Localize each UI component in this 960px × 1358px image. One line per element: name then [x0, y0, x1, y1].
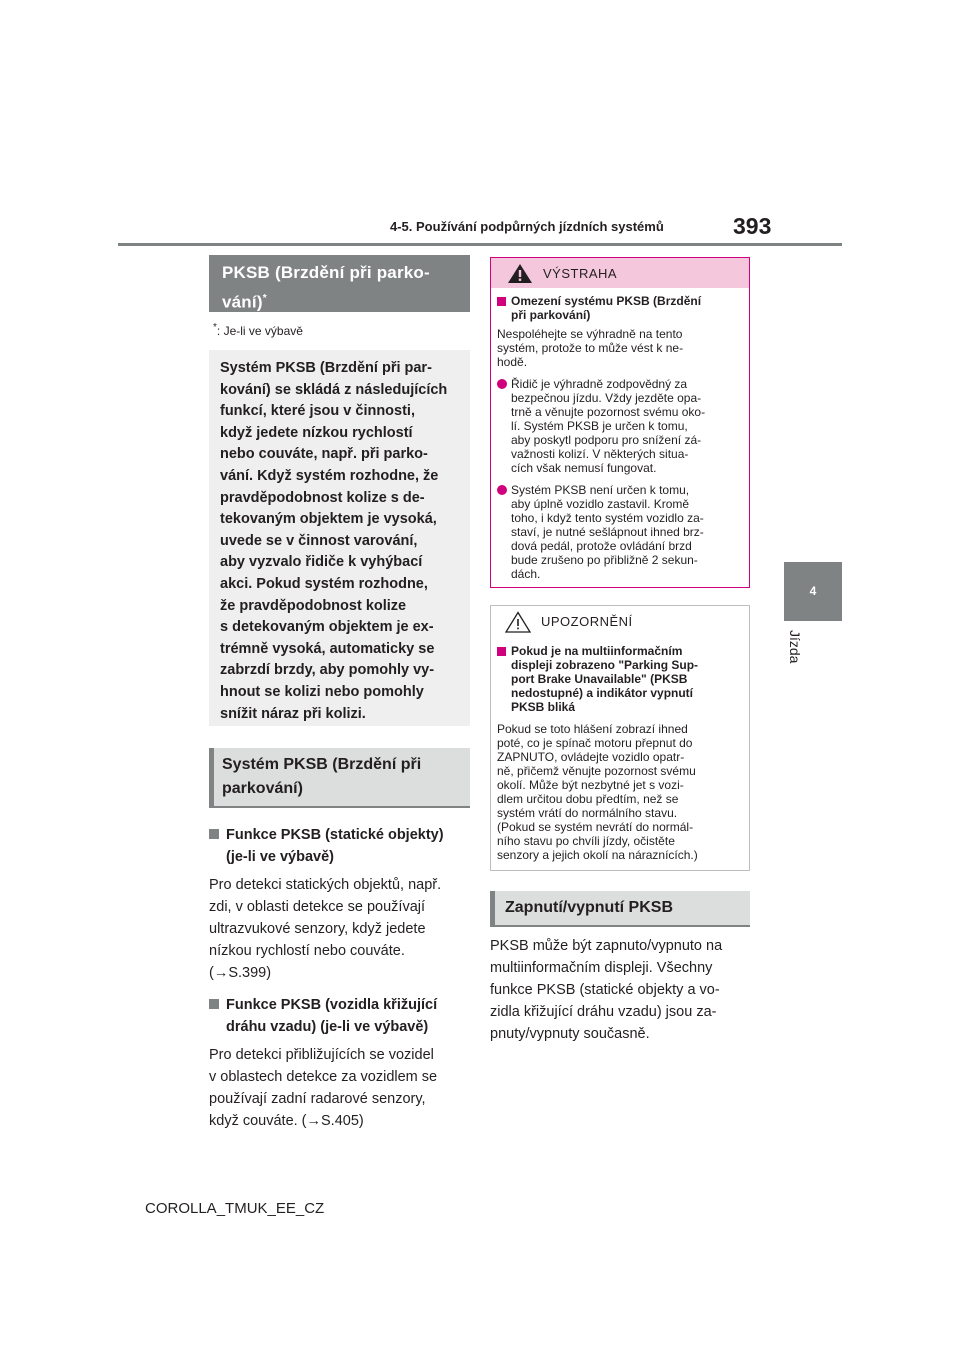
- item-title-line: (je-li ve výbavě): [226, 849, 334, 865]
- body-line: Pro detekci přibližujících se vozidel: [209, 1047, 434, 1063]
- para-line: ně, přičemž věnujte pozornost svému: [497, 764, 696, 778]
- static-objects-description: [209, 874, 470, 984]
- body-line: ultrazvukové senzory, když jedete: [209, 921, 426, 937]
- square-bullet-icon: [209, 999, 219, 1009]
- page-reference-link[interactable]: (→S.399): [209, 965, 272, 981]
- warning-bullet-not-full-stop: [491, 483, 749, 581]
- para-line: systém vrátí do normálního stavu.: [497, 806, 678, 820]
- warning-triangle-icon: [507, 263, 533, 284]
- bullet-line: toho, i když tento systém vozidlo za-: [511, 511, 704, 525]
- summary-line: funkcí, které jsou v činnosti,: [220, 403, 415, 420]
- round-bullet-icon: [497, 485, 507, 495]
- body-line: když couváte. (→S.405): [209, 1113, 364, 1129]
- subheading-line: port Brake Unavailable" (PKSB: [511, 672, 688, 686]
- bullet-line: cích však nemusí fungovat.: [511, 461, 657, 475]
- warning-header: [491, 258, 749, 288]
- chapter-tab: 4: [784, 562, 842, 621]
- pksb-heading-line2: vání): [222, 292, 263, 312]
- body-line: v oblastech detekce za vozidlem se: [209, 1069, 438, 1085]
- bullet-line: bezpečnou jízdu. Vždy jezděte opa-: [511, 391, 702, 405]
- warning-paragraph: [491, 327, 749, 369]
- item-title-line: dráhu vzadu) (je-li ve výbavě): [226, 1019, 429, 1035]
- body-line: používají zadní radarové senzory,: [209, 1091, 426, 1107]
- bullet-line: staví, je nutné sešlápnout ihned brz-: [511, 525, 704, 539]
- caution-label: UPOZORNĚNÍ: [541, 614, 633, 629]
- summary-line: uvede se v činnost varování,: [220, 532, 418, 549]
- subheading-line: nedostupné) a indikátor vypnutí: [511, 686, 694, 700]
- bullet-line: dách.: [511, 567, 541, 581]
- summary-line: zabrzdí brzdy, aby pomohly vy-: [220, 662, 435, 679]
- bullet-line: važnosti kolizí. V některých situa-: [511, 447, 689, 461]
- subheading-line: Pokud je na multiinformačním: [511, 644, 683, 658]
- para-line: okolí. Může být nezbytné jet s vozi-: [497, 778, 684, 792]
- summary-line: trémně vysoká, automaticky se: [220, 640, 435, 657]
- rear-cross-traffic-function-title: [209, 994, 470, 1038]
- subheading-line: PKSB bliká: [511, 700, 576, 714]
- summary-line: tekovaným objektem je vysoká,: [220, 511, 437, 528]
- summary-line: pravděpodobnost kolize s de-: [220, 489, 425, 506]
- caution-header: [491, 606, 749, 644]
- section-header-title: 4-5. Používání podpůrných jízdních systémů: [390, 219, 664, 234]
- header-divider: [118, 243, 842, 246]
- body-line: zdi, v oblasti detekce se používají: [209, 899, 426, 915]
- body-line: PKSB může být zapnuto/vypnuto na: [490, 938, 723, 954]
- summary-line: aby vyzvalo řidiče k vyhýbací: [220, 554, 423, 571]
- toggle-description: [490, 935, 750, 1045]
- body-line: zidla křižující dráhu vzadu) jsou za-: [490, 1004, 717, 1020]
- caution-paragraph: [491, 722, 749, 862]
- warning-box: [490, 257, 750, 588]
- item-title-line: Funkce PKSB (vozidla křižující: [226, 997, 438, 1013]
- square-bullet-icon: [209, 829, 219, 839]
- left-column: [209, 255, 470, 1132]
- para-line: (Pokud se systém nevrátí do normál-: [497, 820, 694, 834]
- para-line: senzory a jejich okolí na náraznících.): [497, 848, 698, 862]
- static-objects-function-title: [209, 824, 470, 868]
- body-line: Pro detekci statických objektů, např.: [209, 877, 442, 893]
- bullet-line: bude zrušeno po přibližně 2 sekun-: [511, 553, 698, 567]
- para-line: poté, co je spínač motoru přepnut do: [497, 736, 693, 750]
- warning-label: VÝSTRAHA: [543, 266, 618, 281]
- bullet-line: aby poskytl podporu pro snížení zá-: [511, 433, 702, 447]
- footnote-mark: *: [213, 322, 217, 333]
- summary-line: nebo couváte, např. při parko-: [220, 446, 428, 463]
- bullet-line: Řidič je výhradně zodpovědný za: [511, 377, 688, 391]
- para-line: Nespoléhejte se výhradně na tento: [497, 327, 683, 341]
- summary-line: Systém PKSB (Brzdění při par-: [220, 360, 432, 376]
- caution-box: [490, 605, 750, 871]
- bullet-line: Systém PKSB není určen k tomu,: [511, 483, 690, 497]
- body-line: multiinformačním displeji. Všechny: [490, 960, 713, 976]
- summary-line: když jedete nízkou rychlostí: [220, 424, 413, 441]
- chapter-label: Jízda: [787, 630, 803, 664]
- toggle-section-heading: Zapnutí/vypnutí PKSB: [490, 891, 750, 927]
- warning-bullet-driver-responsibility: [491, 377, 749, 475]
- body-line: funkce PKSB (statické objekty a vo-: [490, 982, 720, 998]
- body-line: pnuty/vypnuty současně.: [490, 1026, 650, 1042]
- caution-subheading: [491, 644, 749, 714]
- rear-cross-traffic-description: [209, 1044, 470, 1132]
- para-line: ZAPNUTO, ovládejte vozidlo opatr-: [497, 750, 685, 764]
- square-bullet-icon: [497, 647, 506, 656]
- summary-line: hnout se kolizi nebo pomohly: [220, 683, 424, 700]
- square-bullet-icon: [497, 297, 506, 306]
- summary-box: [209, 350, 470, 726]
- summary-line: vání. Když systém rozhodne, že: [220, 467, 439, 484]
- bullet-line: trně a věnujte pozornost svému oko-: [511, 405, 706, 419]
- subheading-line: displeji zobrazeno "Parking Sup-: [511, 658, 699, 672]
- pksb-heading-mark: *: [262, 293, 267, 304]
- summary-line: snížit náraz při kolizi.: [220, 705, 366, 722]
- summary-line: že pravděpodobnost kolize: [220, 597, 407, 614]
- round-bullet-icon: [497, 379, 507, 389]
- caution-triangle-icon: [505, 611, 531, 633]
- bullet-line: aby úplně vozidlo zastavil. Kromě: [511, 497, 690, 511]
- summary-line: kování) se skládá z následujících: [220, 381, 448, 398]
- page-number: 393: [733, 213, 772, 239]
- summary-line: s detekovaným objektem je ex-: [220, 619, 434, 636]
- para-line: dlem určitou dobu předtím, než se: [497, 792, 679, 806]
- body-line: nízkou rychlostí nebo couváte.: [209, 943, 405, 959]
- bullet-line: dová pedál, protože ovládání brzd: [511, 539, 692, 553]
- bullet-line: lí. Systém PKSB je určen k tomu,: [511, 419, 688, 433]
- subheading-line: Omezení systému PKSB (Brzdění: [511, 294, 702, 308]
- warning-subheading: [491, 294, 749, 322]
- footer-document-code: COROLLA_TMUK_EE_CZ: [145, 1200, 325, 1217]
- subheading-line: při parkování): [511, 308, 591, 322]
- system-section-heading: [209, 748, 470, 808]
- system-heading-line2: parkování): [222, 780, 303, 797]
- summary-line: akci. Pokud systém rozhodne,: [220, 575, 428, 592]
- footnote-text: : Je-li ve výbavě: [216, 324, 303, 338]
- para-line: hodě.: [497, 355, 528, 369]
- para-line: systém, protože to může vést k ne-: [497, 341, 684, 355]
- pksb-heading: [209, 255, 470, 312]
- system-heading-line1: Systém PKSB (Brzdění při: [222, 756, 422, 773]
- para-line: Pokud se toto hlášení zobrazí ihned: [497, 722, 688, 736]
- item-title-line: Funkce PKSB (statické objekty): [226, 827, 444, 843]
- pksb-heading-line1: PKSB (Brzdění při parko-: [222, 263, 430, 282]
- right-column: [490, 257, 750, 1045]
- availability-footnote: [209, 322, 470, 342]
- para-line: ního stavu po chvíli jízdy, očistěte: [497, 834, 675, 848]
